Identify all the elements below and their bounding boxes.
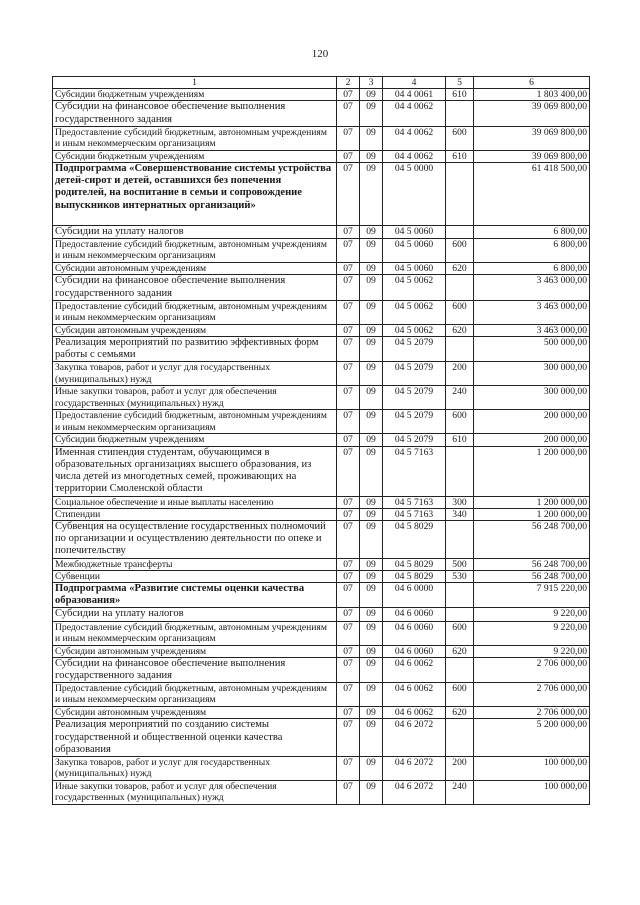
table-row [53,521,590,559]
section-code-cell: 07 [337,337,360,362]
table-row [53,719,590,757]
section-code-cell: 07 [337,263,360,275]
row-name-cell: Стипендии [53,508,337,520]
table-row [53,570,590,582]
subsection-code-cell: 09 [360,150,383,162]
subsection-code-cell: 09 [360,645,383,657]
section-code-cell: 07 [337,386,360,410]
subsection-code-cell: 09 [360,508,383,520]
section-code-cell: 07 [337,410,360,434]
section-code-cell: 07 [337,621,360,645]
amount-cell: 6 800,00 [474,263,590,275]
target-article-cell: 04 5 0060 [383,239,446,263]
section-code-cell: 07 [337,719,360,757]
target-article-cell: 04 5 7163 [383,496,446,508]
row-name-cell: Предоставление субсидий бюджетным, автономным учреждениям и иным некоммерческим организациям [53,410,337,434]
subsection-code-cell: 09 [360,446,383,496]
table-row [53,101,590,126]
row-name-cell: Реализация мероприятий по развитию эффективных форм работы с семьями [53,337,337,362]
row-name-cell: Субсидии автономным учреждениям [53,263,337,275]
amount-cell: 100 000,00 [474,781,590,805]
target-article-cell: 04 6 0060 [383,608,446,621]
expense-type-cell: 620 [446,645,474,657]
expense-type-cell [446,275,474,300]
section-code-cell: 07 [337,496,360,508]
amount-cell: 1 200 000,00 [474,508,590,520]
expense-type-cell: 340 [446,508,474,520]
section-code-cell: 07 [337,434,360,446]
section-code-cell: 07 [337,101,360,126]
expense-type-cell: 610 [446,150,474,162]
target-article-cell: 04 5 0062 [383,275,446,300]
amount-cell: 200 000,00 [474,410,590,434]
subsection-code-cell: 09 [360,781,383,805]
amount-cell: 39 069 800,00 [474,150,590,162]
subsection-code-cell: 09 [360,570,383,582]
expense-type-cell: 620 [446,707,474,719]
target-article-cell: 04 5 7163 [383,446,446,496]
target-article-cell: 04 4 0062 [383,126,446,150]
expense-type-cell [446,446,474,496]
amount-cell: 61 418 500,00 [474,163,590,226]
amount-cell: 3 463 000,00 [474,324,590,336]
amount-cell: 6 800,00 [474,239,590,263]
row-name-cell: Социальное обеспечение и иные выплаты населению [53,496,337,508]
row-name-cell: Субсидии автономным учреждениям [53,707,337,719]
row-name-cell: Субсидии на финансовое обеспечение выполнения государственного задания [53,275,337,300]
subsection-code-cell: 09 [360,300,383,324]
table-row [53,434,590,446]
table-row [53,496,590,508]
section-code-cell: 07 [337,239,360,263]
section-code-cell: 07 [337,163,360,226]
expense-type-cell [446,101,474,126]
target-article-cell: 04 5 8029 [383,558,446,570]
row-name-cell: Иные закупки товаров, работ и услуг для обеспечения государственных (муниципальных) нужд [53,386,337,410]
section-code-cell: 07 [337,324,360,336]
amount-cell: 9 220,00 [474,645,590,657]
row-name-cell: Предоставление субсидий бюджетным, автономным учреждениям и иным некоммерческим организациям [53,621,337,645]
subsection-code-cell: 09 [360,719,383,757]
subsection-code-cell: 09 [360,275,383,300]
section-code-cell: 07 [337,300,360,324]
target-article-cell: 04 5 8029 [383,521,446,559]
row-name-cell: Реализация мероприятий по созданию системы государственной и общественной оценки качества образования [53,719,337,757]
subsection-code-cell: 09 [360,101,383,126]
table-row [53,583,590,608]
table-row [53,410,590,434]
amount-cell: 200 000,00 [474,434,590,446]
target-article-cell: 04 5 2079 [383,362,446,386]
expense-type-cell: 600 [446,683,474,707]
target-article-cell: 04 6 0060 [383,645,446,657]
expense-type-cell [446,163,474,226]
subsection-code-cell: 09 [360,324,383,336]
table-row [53,362,590,386]
row-name-cell: Именная стипендия студентам, обучающимся в образовательных организациях высшего образования, из числа детей из многодетных семей, проживающих на территории Смоленской области [53,446,337,496]
row-name-cell: Субсидии автономным учреждениям [53,645,337,657]
subsection-code-cell: 09 [360,362,383,386]
subsection-code-cell: 09 [360,657,383,682]
table-row [53,608,590,621]
target-article-cell: 04 6 2072 [383,719,446,757]
table-row [53,757,590,781]
target-article-cell: 04 5 0060 [383,263,446,275]
target-article-cell: 04 5 0060 [383,226,446,239]
amount-cell: 3 463 000,00 [474,275,590,300]
table-row [53,324,590,336]
section-code-cell: 07 [337,683,360,707]
expense-type-cell: 610 [446,434,474,446]
table-row [53,508,590,520]
section-code-cell: 07 [337,508,360,520]
expense-type-cell: 530 [446,570,474,582]
expense-type-cell: 200 [446,757,474,781]
section-code-cell: 07 [337,89,360,101]
target-article-cell: 04 6 0060 [383,621,446,645]
row-name-cell: Предоставление субсидий бюджетным, автономным учреждениям и иным некоммерческим организациям [53,300,337,324]
target-article-cell: 04 5 2079 [383,386,446,410]
row-name-cell: Субсидии на уплату налогов [53,226,337,239]
row-name-cell: Субвенция на осуществление государственных полномочий по организации и осуществлению деятельности по опеке и попечительству [53,521,337,559]
amount-cell: 5 200 000,00 [474,719,590,757]
expense-type-cell: 610 [446,89,474,101]
amount-cell: 56 248 700,00 [474,558,590,570]
amount-cell: 39 069 800,00 [474,101,590,126]
target-article-cell: 04 5 0062 [383,300,446,324]
target-article-cell: 04 5 2079 [383,410,446,434]
expense-type-cell: 600 [446,300,474,324]
section-code-cell: 07 [337,226,360,239]
budget-table [52,76,590,805]
table-row [53,239,590,263]
subsection-code-cell: 09 [360,496,383,508]
table-row [53,263,590,275]
section-code-cell: 07 [337,707,360,719]
header-cell: 2 [337,77,360,89]
subsection-code-cell: 09 [360,621,383,645]
section-code-cell: 07 [337,150,360,162]
section-code-cell: 07 [337,757,360,781]
section-code-cell: 07 [337,446,360,496]
subsection-code-cell: 09 [360,757,383,781]
row-name-cell: Субсидии автономным учреждениям [53,324,337,336]
amount-cell: 2 706 000,00 [474,707,590,719]
row-name-cell: Иные закупки товаров, работ и услуг для обеспечения государственных (муниципальных) нужд [53,781,337,805]
subsection-code-cell: 09 [360,163,383,226]
table-row [53,150,590,162]
target-article-cell: 04 4 0062 [383,101,446,126]
target-article-cell: 04 4 0062 [383,150,446,162]
section-code-cell: 07 [337,275,360,300]
subsection-code-cell: 09 [360,126,383,150]
row-name-cell: Субвенции [53,570,337,582]
expense-type-cell: 600 [446,126,474,150]
expense-type-cell [446,521,474,559]
subsection-code-cell: 09 [360,683,383,707]
target-article-cell: 04 5 2079 [383,337,446,362]
row-name-cell: Субсидии бюджетным учреждениям [53,434,337,446]
subsection-code-cell: 09 [360,583,383,608]
section-code-cell: 07 [337,657,360,682]
expense-type-cell [446,583,474,608]
expense-type-cell [446,337,474,362]
expense-type-cell [446,608,474,621]
header-cell: 1 [53,77,337,89]
amount-cell: 9 220,00 [474,608,590,621]
row-name-cell: Субсидии на уплату налогов [53,608,337,621]
subsection-code-cell: 09 [360,707,383,719]
expense-type-cell: 240 [446,386,474,410]
amount-cell: 300 000,00 [474,386,590,410]
amount-cell: 2 706 000,00 [474,683,590,707]
section-code-cell: 07 [337,781,360,805]
target-article-cell: 04 5 0000 [383,163,446,226]
section-code-cell: 07 [337,608,360,621]
table-row [53,683,590,707]
row-name-cell: Межбюджетные трансферты [53,558,337,570]
target-article-cell: 04 6 0062 [383,707,446,719]
row-name-cell: Подпрограмма «Совершенствование системы устройства детей-сирот и детей, оставшихся без попечения родителей, на воспитание в семьи и сопровождение выпускников интернатных организаций» [53,163,337,226]
subsection-code-cell: 09 [360,521,383,559]
expense-type-cell: 200 [446,362,474,386]
page-number: 120 [311,48,329,60]
table-row [53,163,590,226]
table-row [53,558,590,570]
amount-cell: 1 200 000,00 [474,496,590,508]
target-article-cell: 04 6 0000 [383,583,446,608]
table-row [53,337,590,362]
row-name-cell: Закупка товаров, работ и услуг для государственных (муниципальных) нужд [53,757,337,781]
section-code-cell: 07 [337,583,360,608]
section-code-cell: 07 [337,570,360,582]
target-article-cell: 04 5 8029 [383,570,446,582]
target-article-cell: 04 5 7163 [383,508,446,520]
amount-cell: 2 706 000,00 [474,657,590,682]
header-cell: 3 [360,77,383,89]
subsection-code-cell: 09 [360,226,383,239]
row-name-cell: Подпрограмма «Развитие системы оценки качества образования» [53,583,337,608]
expense-type-cell: 600 [446,239,474,263]
table-row [53,645,590,657]
amount-cell: 56 248 700,00 [474,570,590,582]
subsection-code-cell: 09 [360,558,383,570]
amount-cell: 6 800,00 [474,226,590,239]
table-row [53,386,590,410]
expense-type-cell: 240 [446,781,474,805]
section-code-cell: 07 [337,362,360,386]
header-cell: 6 [474,77,590,89]
table-row [53,707,590,719]
row-name-cell: Субсидии на финансовое обеспечение выполнения государственного задания [53,657,337,682]
section-code-cell: 07 [337,521,360,559]
row-name-cell: Закупка товаров, работ и услуг для государственных (муниципальных) нужд [53,362,337,386]
target-article-cell: 04 6 2072 [383,781,446,805]
row-name-cell: Предоставление субсидий бюджетным, автономным учреждениям и иным некоммерческим организациям [53,683,337,707]
subsection-code-cell: 09 [360,89,383,101]
expense-type-cell: 300 [446,496,474,508]
target-article-cell: 04 6 0062 [383,657,446,682]
subsection-code-cell: 09 [360,434,383,446]
subsection-code-cell: 09 [360,608,383,621]
amount-cell: 56 248 700,00 [474,521,590,559]
amount-cell: 7 915 220,00 [474,583,590,608]
amount-cell: 100 000,00 [474,757,590,781]
target-article-cell: 04 5 0062 [383,324,446,336]
table-row [53,89,590,101]
table-row [53,300,590,324]
header-cell: 4 [383,77,446,89]
row-name-cell: Субсидии на финансовое обеспечение выполнения государственного задания [53,101,337,126]
subsection-code-cell: 09 [360,239,383,263]
subsection-code-cell: 09 [360,410,383,434]
amount-cell: 1 200 000,00 [474,446,590,496]
subsection-code-cell: 09 [360,386,383,410]
row-name-cell: Субсидии бюджетным учреждениям [53,89,337,101]
amount-cell: 1 803 400,00 [474,89,590,101]
section-code-cell: 07 [337,126,360,150]
subsection-code-cell: 09 [360,263,383,275]
expense-type-cell: 600 [446,410,474,434]
table-header-row [53,77,590,89]
subsection-code-cell: 09 [360,337,383,362]
row-name-cell: Субсидии бюджетным учреждениям [53,150,337,162]
target-article-cell: 04 6 2072 [383,757,446,781]
amount-cell: 500 000,00 [474,337,590,362]
target-article-cell: 04 4 0061 [383,89,446,101]
header-cell: 5 [446,77,474,89]
section-code-cell: 07 [337,645,360,657]
expense-type-cell [446,657,474,682]
target-article-cell: 04 6 0062 [383,683,446,707]
amount-cell: 39 069 800,00 [474,126,590,150]
table-row [53,657,590,682]
table-row [53,781,590,805]
expense-type-cell [446,226,474,239]
expense-type-cell: 620 [446,324,474,336]
row-name-cell: Предоставление субсидий бюджетным, автономным учреждениям и иным некоммерческим организациям [53,239,337,263]
expense-type-cell [446,719,474,757]
amount-cell: 3 463 000,00 [474,300,590,324]
table-row [53,126,590,150]
expense-type-cell: 600 [446,621,474,645]
budget-table-body [53,77,590,805]
section-code-cell: 07 [337,558,360,570]
table-row [53,621,590,645]
table-row [53,275,590,300]
table-row [53,226,590,239]
table-row [53,446,590,496]
row-name-cell: Предоставление субсидий бюджетным, автономным учреждениям и иным некоммерческим организациям [53,126,337,150]
expense-type-cell: 500 [446,558,474,570]
target-article-cell: 04 5 2079 [383,434,446,446]
amount-cell: 300 000,00 [474,362,590,386]
expense-type-cell: 620 [446,263,474,275]
amount-cell: 9 220,00 [474,621,590,645]
